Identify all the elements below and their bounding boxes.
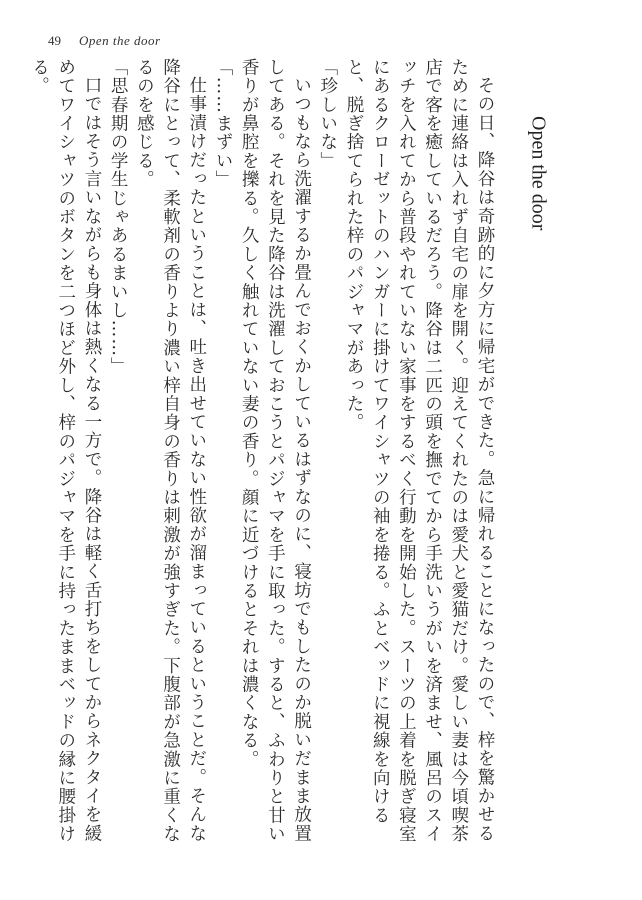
page-number: 49 xyxy=(48,33,61,48)
paragraph: その日、降谷は奇跡的に夕方に帰宅ができた。急に帰れることになったので、梓を驚かせるために連絡は入れず自宅の扉を開く。迎えてくれたのは愛犬と愛猫だけ。愛しい妻は今頃喫茶店で客を癒しているだろう。降谷は二匹の頭を撫でてから手洗いうがいを済ませ、風呂のスイッチを入れてから普段やれていない家事をするべく行動を開始した。スーツの上着を脱ぎ寝室にあるクローゼットのハンガーに掛けてワイシャツの袖を捲る。ふとベッドに視線を向けると、脱ぎ捨てられた梓のパジャマがあった。 xyxy=(343,58,495,844)
dialogue-line: 「思春期の学生じゃあるまいし……」 xyxy=(108,58,129,376)
dialogue-line: 「珍しいな」 xyxy=(317,58,338,171)
dialogue-line: 「……まずい」 xyxy=(212,58,233,189)
paragraph: 仕事漬けだったということは、吐き出せていない性欲が溜まっているということだ。そんな降谷にとって、柔軟剤の香りより濃い梓自身の香りは刺激が強すぎた。下腹部が急激に重くなるのを感じる。 xyxy=(134,58,207,844)
paragraph: いつもなら洗濯するか畳んでおくかしているはずなのに、寝坊でもしたのか脱いだまま放置してある。それを見た降谷は洗濯しておこうとパジャマを手に取った。すると、ふわりと甘い香りが鼻腔を擽る。久しく触れていない妻の香り。顔に近づけるとそれは濃くなる。 xyxy=(239,58,312,844)
body-text xyxy=(29,58,498,848)
chapter-title xyxy=(518,116,558,276)
paragraph: 口ではそう言いながらも身体は熱くなる一方で。降谷は軽く舌打ちをしてからネクタイを緩めてワイシャツのボタンを二つほど外し、梓のパジャマを手に持ったままベッドの縁に腰掛ける。 xyxy=(29,58,102,844)
chapter-title-text: Open the door xyxy=(527,116,550,231)
running-title: Open the door xyxy=(79,33,161,48)
page-header xyxy=(48,30,161,52)
